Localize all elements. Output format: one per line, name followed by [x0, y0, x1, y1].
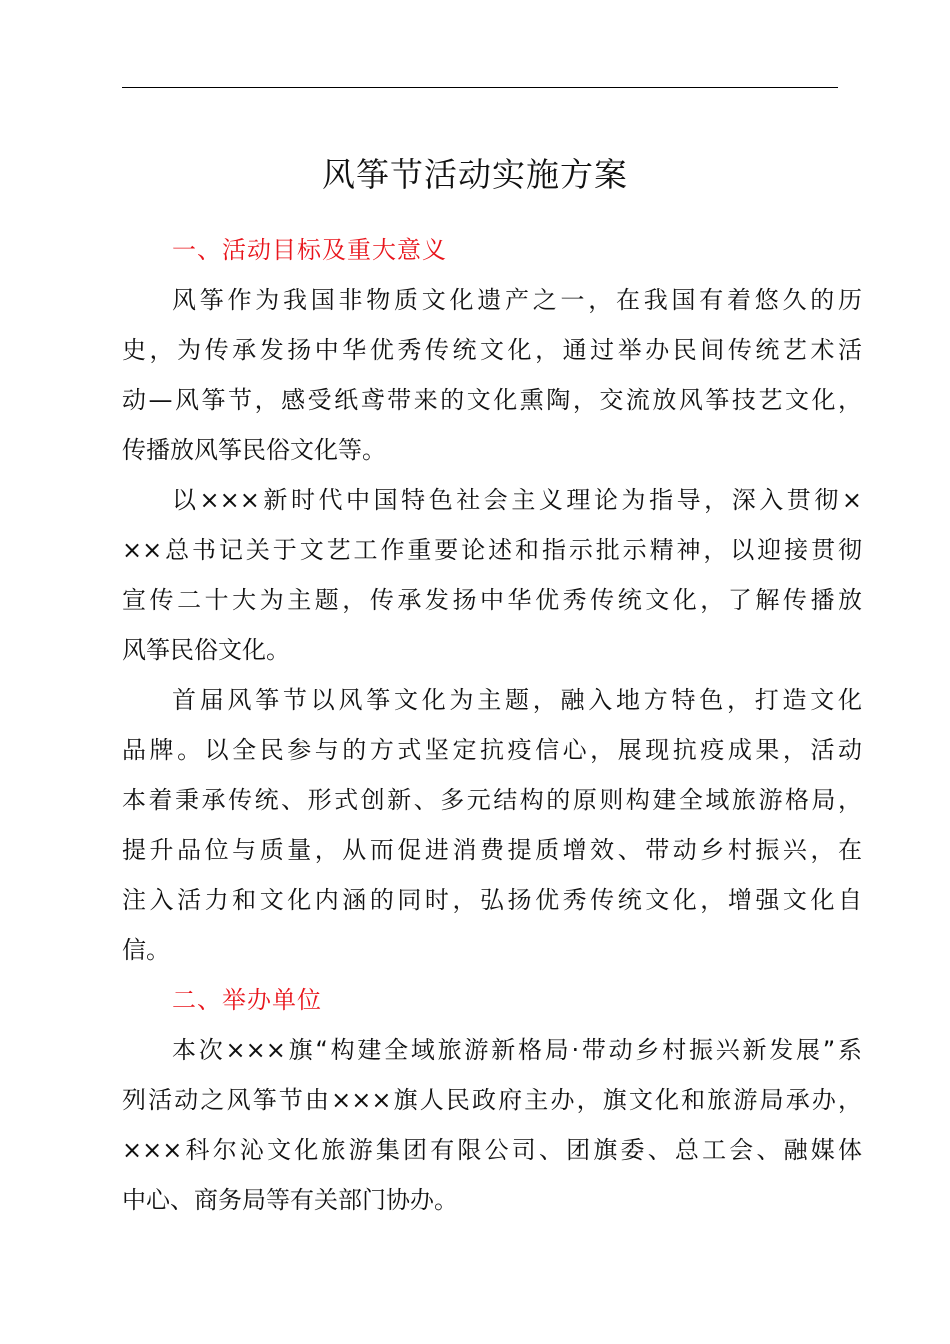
paragraph-line: 风筝作为我国非物质文化遗产之一，在我国有着悠久的历 [172, 286, 862, 314]
paragraph [122, 275, 862, 475]
paragraph-line: 列活动之风筝节由×××旗人民政府主办，旗文化和旅游局承办， [122, 1086, 862, 1114]
paragraph [122, 1025, 862, 1225]
paragraph-line: 品牌。以全民参与的方式坚定抗疫信心，展现抗疫成果，活动 [122, 736, 862, 764]
paragraph-line: 提升品位与质量，从而促进消费提质增效、带动乡村振兴，在 [122, 836, 862, 864]
paragraph-line: 本次×××旗“构建全域旅游新格局·带动乡村振兴新发展”系 [172, 1036, 862, 1064]
document-body [122, 225, 862, 1225]
paragraph-line: ××总书记关于文艺工作重要论述和指示批示精神，以迎接贯彻 [122, 536, 862, 564]
paragraph-line: 首届风筝节以风筝文化为主题，融入地方特色，打造文化 [172, 686, 862, 714]
section-heading: 一、活动目标及重大意义 [172, 236, 447, 264]
paragraph-line: 信。 [122, 936, 170, 964]
paragraph-line: 动—风筝节，感受纸鸢带来的文化熏陶，交流放风筝技艺文化， [122, 386, 862, 414]
header-rule [122, 87, 838, 88]
paragraph-line: 史，为传承发扬中华优秀传统文化，通过举办民间传统艺术活 [122, 336, 862, 364]
paragraph-line: ×××科尔沁文化旅游集团有限公司、团旗委、总工会、融媒体 [122, 1136, 862, 1164]
paragraph-line: 注入活力和文化内涵的同时，弘扬优秀传统文化，增强文化自 [122, 886, 862, 914]
paragraph-line: 中心、商务局等有关部门协办。 [122, 1186, 458, 1214]
paragraph-line: 以×××新时代中国特色社会主义理论为指导，深入贯彻× [172, 486, 862, 514]
section-heading: 二、举办单位 [172, 986, 322, 1014]
paragraph-line: 传播放风筝民俗文化等。 [122, 436, 386, 464]
document-title: 风筝节活动实施方案 [322, 155, 628, 194]
paragraph-line: 本着秉承传统、形式创新、多元结构的原则构建全域旅游格局， [122, 786, 862, 814]
paragraph-line: 风筝民俗文化。 [122, 636, 290, 664]
paragraph-line: 宣传二十大为主题，传承发扬中华优秀传统文化，了解传播放 [122, 586, 862, 614]
paragraph [122, 675, 862, 975]
paragraph [122, 475, 862, 675]
